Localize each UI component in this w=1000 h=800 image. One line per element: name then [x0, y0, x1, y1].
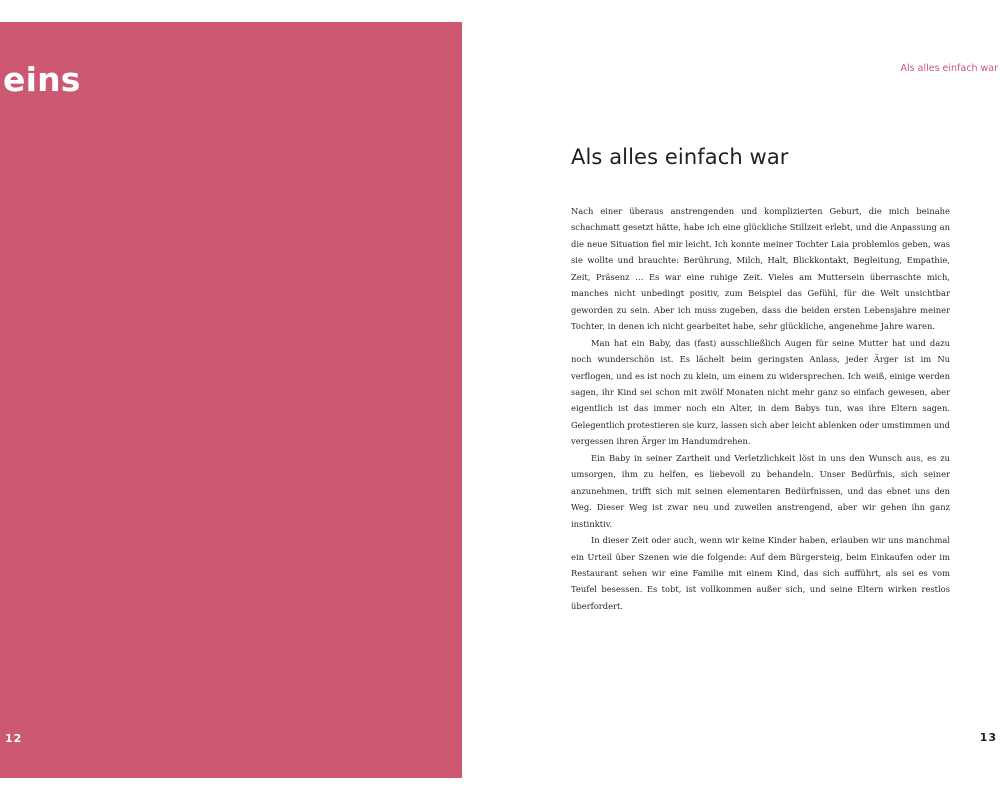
left-page-chapter-opener [0, 22, 462, 778]
page-number-right: 13 [979, 731, 997, 744]
paragraph: In dieser Zeit oder auch, wenn wir keine Kinder haben, erlauben wir uns manchmal ein Urteil über Szenen wie die folgende: Auf dem Bürgersteig, beim Einkaufen oder im Restaurant sehen wir eine Familie mit einem Kind, das sich aufführt, als sei es vom Teufel besessen. Es tobt, ist vollkommen außer sich, und seine Eltern wirken restlos überfordert. [571, 535, 950, 611]
paragraph: Nach einer überaus anstrengenden und komplizierten Geburt, die mich beinahe schachmatt gesetzt hätte, habe ich eine glückliche Stillzeit erlebt, und die Anpassung an die neue Situation fiel mir leicht. Ich konnte meiner Tochter Laia problemlos geben, was sie wollte und brauchte: Berührung, Milch, Halt, Blickkontakt, Begleitung, Empathie, Zeit, Präsenz … Es war eine ruhige Zeit. Vieles am Muttersein überraschte mich, manches nicht unbedingt positiv, zum Beispiel das Gefühl, für die Welt unsichtbar geworden zu sein. Aber ich muss zugeben, dass die beiden ersten Lebensjahre meiner Tochter, in denen ich nicht gearbeitet habe, sehr glückliche, angenehme Jahre waren. [571, 206, 950, 332]
page-number-left: 12 [5, 732, 23, 745]
paragraph: Ein Baby in seiner Zartheit und Verletzlichkeit löst in uns den Wunsch aus, es zu umsorgen, ihm zu helfen, es liebevoll zu behandeln. Unser Bedürfnis, sich seiner anzunehmen, trifft sich mit seinen elementaren Bedürfnissen, und das ebnet uns den Weg. Dieser Weg ist zwar neu und zuweilen anstrengend, aber wir gehen ihn ganz instinktiv. [571, 452, 950, 529]
paragraph: Man hat ein Baby, das (fast) ausschließlich Augen für seine Mutter hat und dazu noch wunderschön ist. Es lächelt beim geringsten Anlass, jeder Ärger ist im Nu verflogen, und es ist noch zu klein, um einem zu widersprechen. Ich weiß, einige werden sagen, ihr Kind sei schon mit zwölf Monaten nicht mehr ganz so einfach gewesen, aber eigentlich ist das immer noch ein Alter, in dem Babys tun, was ihre Eltern sagen. Gelegentlich protestieren sie kurz, lassen sich aber leicht ablenken oder umstimmen und vergessen ihren Ärger im Handumdrehen. [571, 337, 950, 447]
chapter-number-word: eins [3, 60, 81, 99]
running-header: Als alles einfach war [900, 63, 998, 74]
chapter-title: Als alles einfach war [571, 145, 789, 169]
book-spread [0, 22, 1000, 778]
right-page [462, 22, 1000, 778]
body-text [571, 203, 950, 614]
